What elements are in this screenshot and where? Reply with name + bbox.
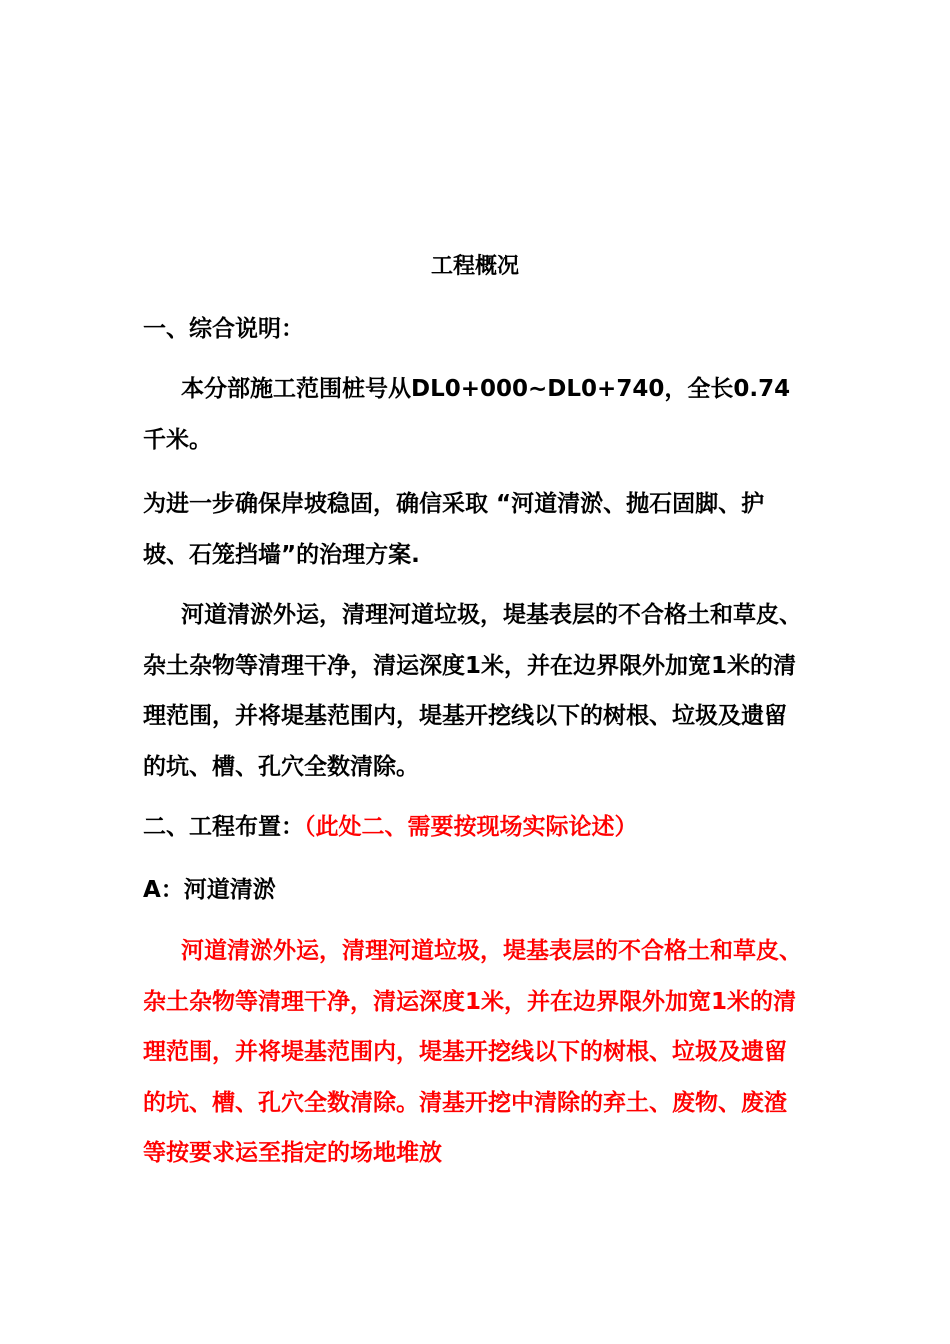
section-2-note: （此处二、需要按现场实际论述） [304, 814, 638, 840]
section-2-paragraph-dredging: 河道清淤外运，清理河道垃圾，堤基表层的不合格土和草皮、杂土杂物等清理干净，清运深度1米，并在边界限外加宽1米的清理范围，并将堤基范围内，堤基开挖线以下的树根、垃圾及遗留的坑、槽、孔穴全数清除。清基开挖中清除的弃土、废物、废渣等按要求运至指定的场地堆放 [143, 938, 802, 1166]
section-2-heading: 二、工程布置： [143, 814, 304, 840]
section-1-paragraph-scheme: 为进一步确保岸坡稳固，确信采取 “河道清淤、抛石固脚、护坡、石笼挡墙”的治理方案. [143, 491, 765, 568]
section-1-paragraph-dredging: 河道清淤外运，清理河道垃圾，堤基表层的不合格土和草皮、杂土杂物等清理干净，清运深度1米，并在边界限外加宽1米的清理范围，并将堤基范围内，堤基开挖线以下的树根、垃圾及遗留的坑、槽、孔穴全数清除。 [143, 602, 802, 780]
section-1-heading: 一、综合说明： [143, 316, 304, 342]
section-2-heading-line [143, 811, 638, 843]
section-1-paragraph-scope: 本分部施工范围桩号从DL0+000~DL0+740，全长0.74千米。 [143, 376, 791, 453]
section-2-subheading: A：河道清淤 [143, 877, 276, 903]
page-title: 工程概况 [430, 254, 519, 279]
